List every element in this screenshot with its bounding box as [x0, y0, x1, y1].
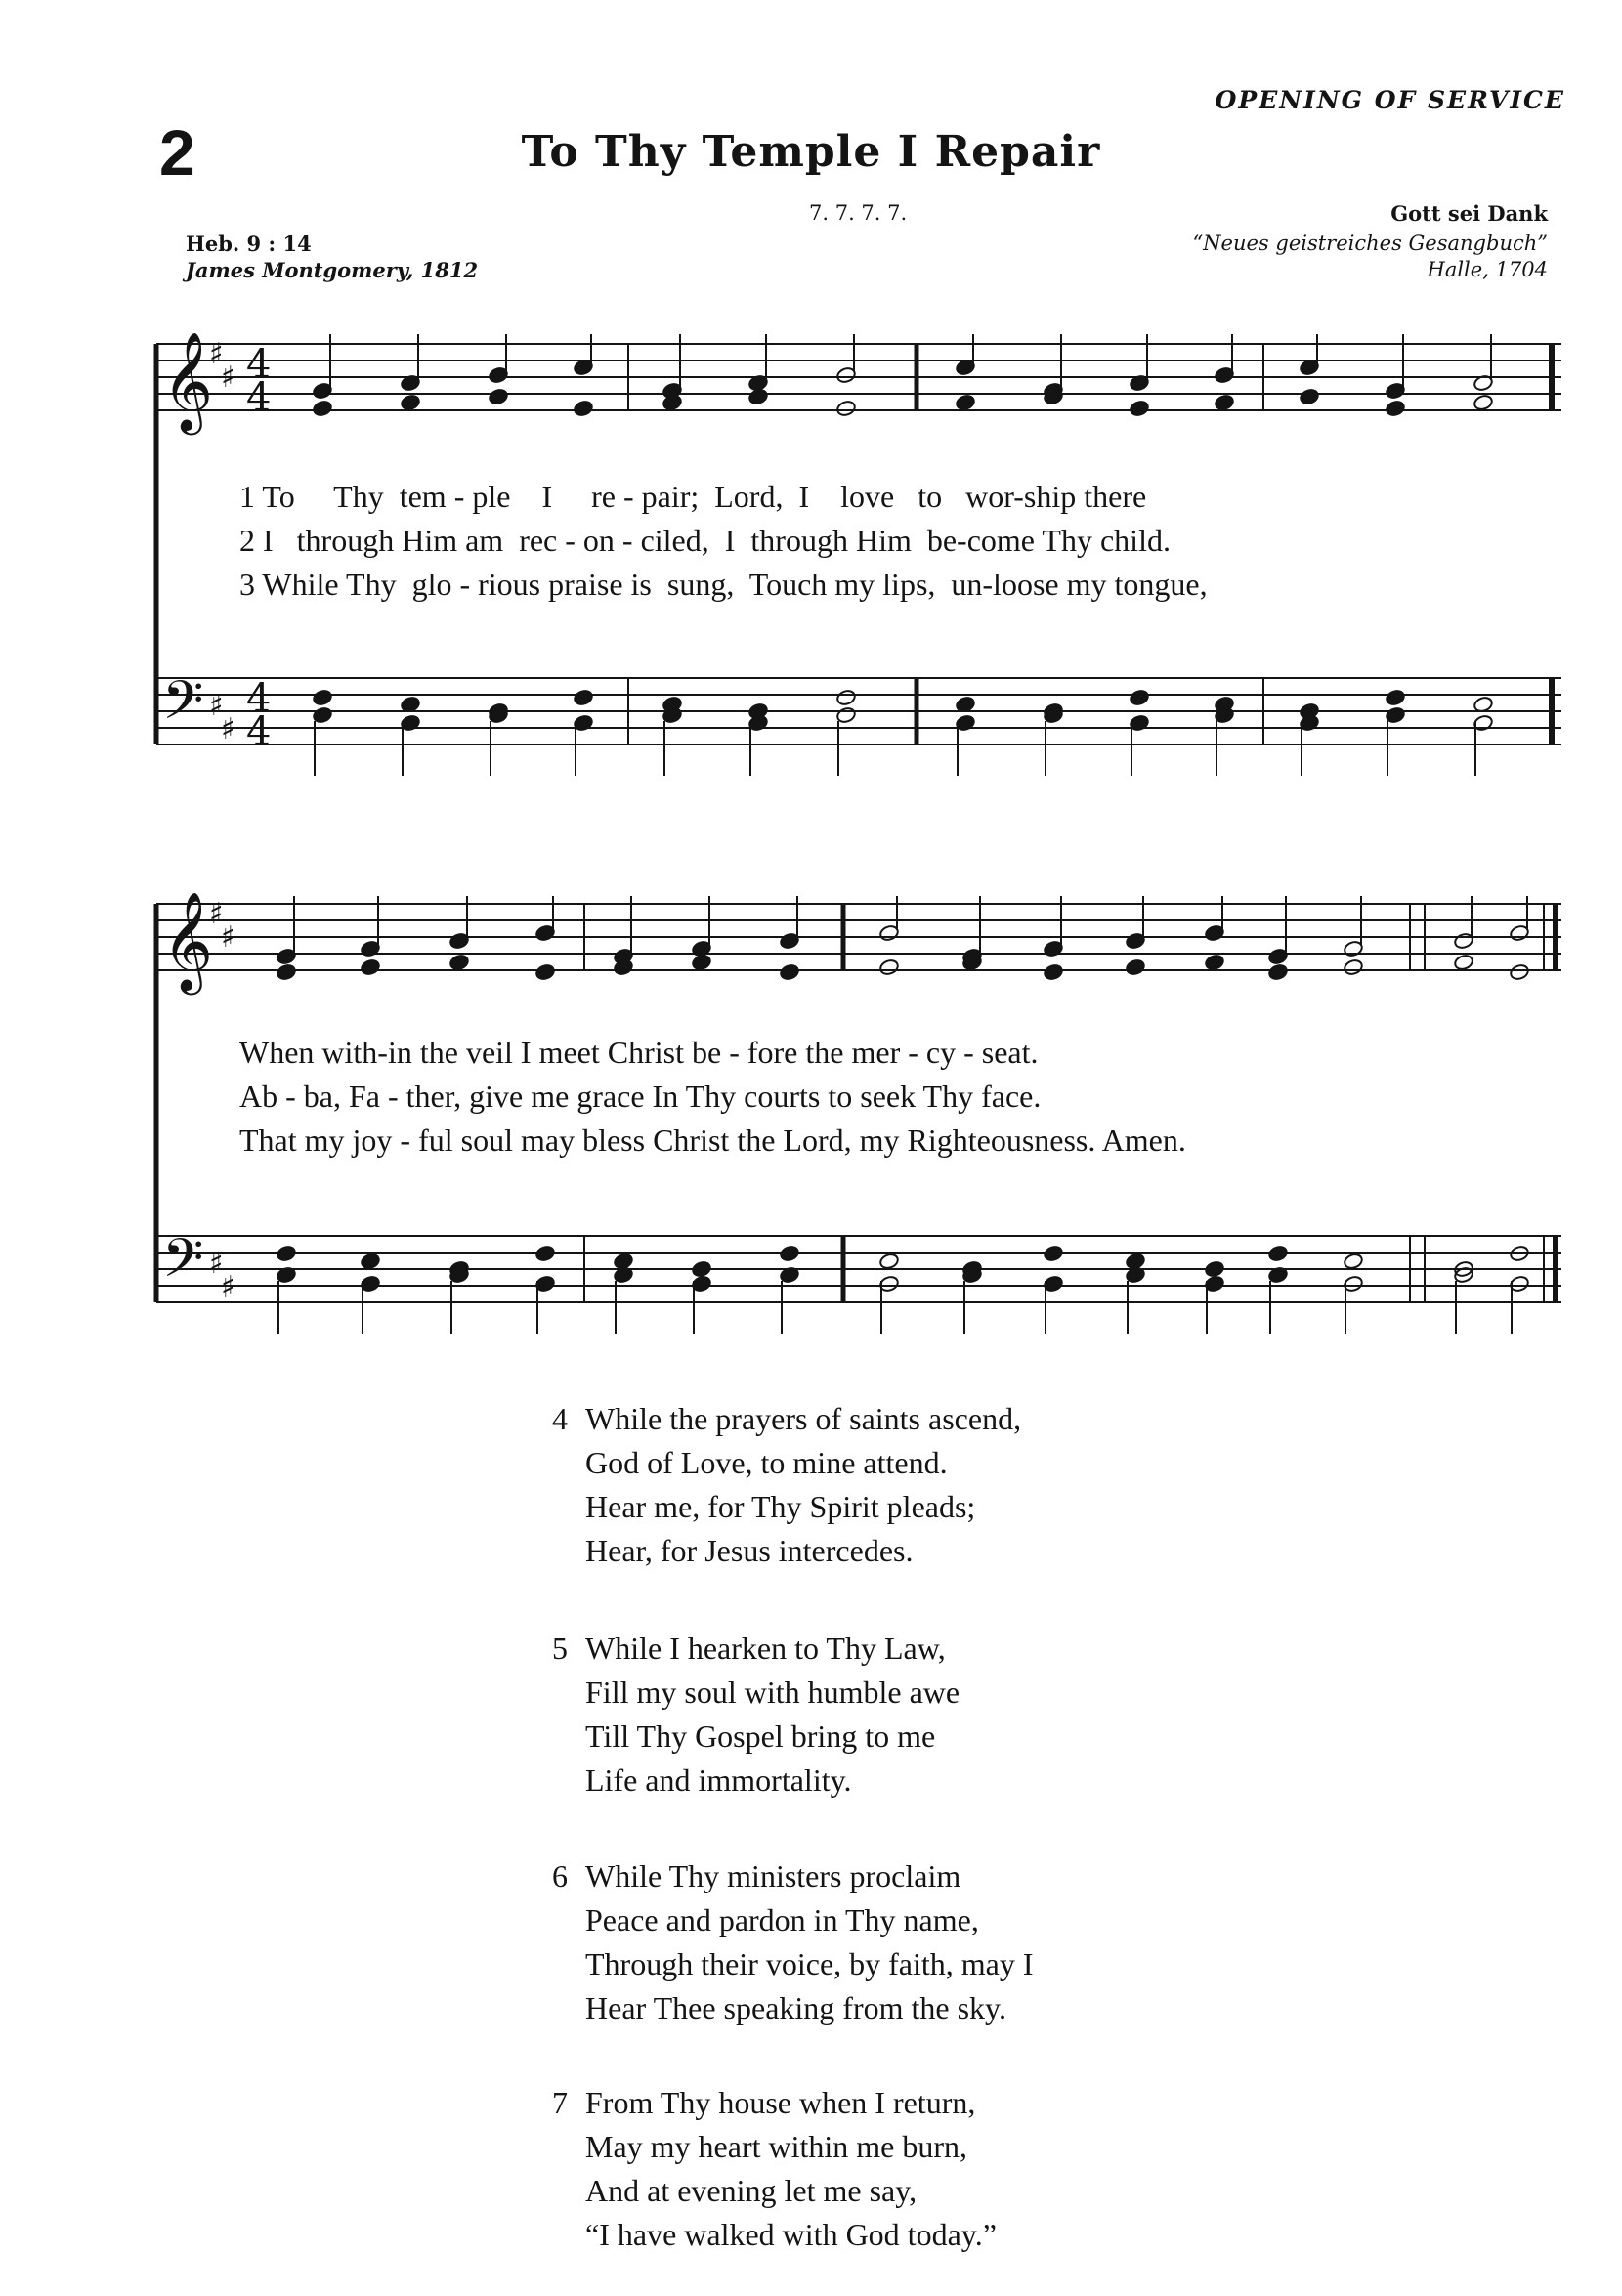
notehead	[691, 954, 711, 971]
hymn-number: 2	[159, 116, 195, 189]
notehead	[1129, 400, 1149, 417]
tune-origin: Halle, 1704	[1427, 258, 1548, 281]
lyric-line	[239, 567, 1208, 603]
hymn-meter: 7. 7. 7. 7.	[809, 201, 908, 225]
notehead	[1299, 388, 1319, 405]
section-header: OPENING OF SERVICE	[1215, 86, 1565, 114]
sharp-icon: ♯	[221, 712, 235, 746]
lyric-text: While Thy glo - rious praise is sung, Touch my lips, un-loose my tongue,	[262, 567, 1208, 602]
stanza-line: May my heart within me burn,	[585, 2129, 968, 2164]
stanza-line: Till Thy Gospel bring to me	[585, 1719, 936, 1754]
stanza-line: God of Love, to mine attend.	[585, 1445, 948, 1480]
notehead	[573, 689, 593, 706]
sharp-icon: ♯	[209, 689, 224, 723]
notehead	[1509, 963, 1529, 981]
notehead	[1385, 400, 1405, 417]
sharp-icon: ♯	[221, 1270, 235, 1304]
time-signature: 4	[246, 709, 272, 754]
stanza-line: While I hearken to Thy Law,	[585, 1631, 946, 1666]
notehead	[276, 963, 296, 981]
notehead	[1204, 1260, 1224, 1278]
stanza-line: Life and immortality.	[585, 1763, 852, 1798]
time-signature: 4	[246, 342, 272, 387]
notehead	[448, 954, 469, 971]
notehead	[488, 388, 508, 405]
notehead	[1204, 954, 1224, 971]
stanza-line: Peace and pardon in Thy name,	[585, 1902, 979, 1937]
notehead	[360, 1253, 380, 1270]
notehead	[1385, 689, 1405, 706]
notehead	[955, 394, 975, 411]
notehead	[1343, 958, 1363, 976]
notehead	[1343, 1253, 1363, 1270]
text-author: James Montgomery, 1812	[186, 258, 479, 282]
stanza-line: Hear Thee speaking from the sky.	[585, 1990, 1006, 2025]
notehead	[1267, 1245, 1288, 1262]
stanza-line: Fill my soul with humble awe	[585, 1675, 960, 1710]
stanza-line: From Thy house when I return,	[585, 2085, 976, 2120]
notehead	[1125, 958, 1145, 976]
stanza	[552, 2081, 997, 2257]
notehead	[835, 689, 856, 706]
verse-number: 2	[239, 523, 255, 558]
lyric-line	[239, 479, 1146, 515]
stanza	[552, 1627, 960, 1803]
notehead	[1473, 394, 1493, 411]
stanza-number: 4	[552, 1401, 568, 1436]
notehead	[1129, 689, 1149, 706]
notehead	[312, 400, 332, 417]
notehead	[1214, 394, 1234, 411]
stanza-line: While Thy ministers proclaim	[585, 1858, 961, 1893]
notehead	[276, 1245, 296, 1262]
tune-source: “Neues geistreiches Gesangbuch”	[1192, 232, 1548, 255]
notehead	[691, 1260, 711, 1278]
notehead	[573, 400, 593, 417]
notehead	[534, 1245, 555, 1262]
sharp-icon: ♯	[209, 1247, 224, 1281]
notehead	[878, 958, 899, 976]
notehead	[360, 958, 380, 976]
lyric-line: That my joy - ful soul may bless Christ the Lord, my Righteousness. Amen.	[239, 1123, 1186, 1158]
notehead	[1267, 963, 1288, 981]
stanza-number: 6	[552, 1858, 568, 1893]
sharp-icon: ♯	[209, 897, 224, 931]
verse-number: 3	[239, 567, 255, 602]
notehead	[1043, 963, 1063, 981]
notehead	[400, 394, 420, 411]
bass-clef-icon: 𝄢	[162, 669, 204, 744]
tune-name: Gott sei Dank	[1390, 201, 1548, 226]
treble-clef-icon: 𝄞	[162, 330, 214, 431]
treble-clef-icon: 𝄞	[162, 890, 214, 991]
stanza-line: While the prayers of saints ascend,	[585, 1401, 1022, 1436]
verse-number: 1	[239, 479, 255, 514]
notehead	[312, 689, 332, 706]
notehead	[835, 400, 856, 417]
lyric-text: I through Him am rec - on - ciled, I through Him be-come Thy child.	[263, 523, 1171, 558]
sharp-icon: ♯	[209, 337, 224, 371]
notehead	[747, 388, 768, 405]
stanza-number: 5	[552, 1631, 568, 1666]
time-signature: 4	[246, 676, 272, 721]
hymn-title: To Thy Temple I Repair	[521, 127, 1101, 177]
notehead	[534, 963, 555, 981]
notehead	[878, 1253, 899, 1270]
stanza-number: 7	[552, 2085, 568, 2120]
lyric-line: When with-in the veil I meet Christ be - fore the mer - cy - seat.	[239, 1035, 1039, 1070]
stanza	[552, 1854, 1034, 2030]
lyric-text: To Thy tem - ple I re - pair; Lord, I love to wor-ship there	[262, 479, 1147, 514]
notehead	[1043, 1245, 1063, 1262]
notehead	[1453, 954, 1473, 971]
stanza	[552, 1397, 1021, 1573]
stanza-line: And at evening let me say,	[585, 2173, 918, 2208]
lyric-line: Ab - ba, Fa - ther, give me grace In Thy courts to seek Thy face.	[239, 1079, 1042, 1114]
lyric-line	[239, 523, 1171, 559]
notehead	[779, 1245, 799, 1262]
time-signature: 4	[246, 375, 272, 420]
stanza-line: Through their voice, by faith, may I	[585, 1946, 1034, 1981]
bass-clef-icon: 𝄢	[162, 1227, 204, 1302]
sharp-icon: ♯	[221, 920, 235, 955]
stanza-line: “I have walked with God today.”	[585, 2217, 997, 2252]
notehead	[779, 963, 799, 981]
sharp-icon: ♯	[221, 361, 235, 395]
stanza-line: Hear me, for Thy Spirit pleads;	[585, 1489, 976, 1524]
stanza-line: Hear, for Jesus intercedes.	[585, 1533, 914, 1568]
scripture-reference: Heb. 9 : 14	[186, 232, 312, 256]
